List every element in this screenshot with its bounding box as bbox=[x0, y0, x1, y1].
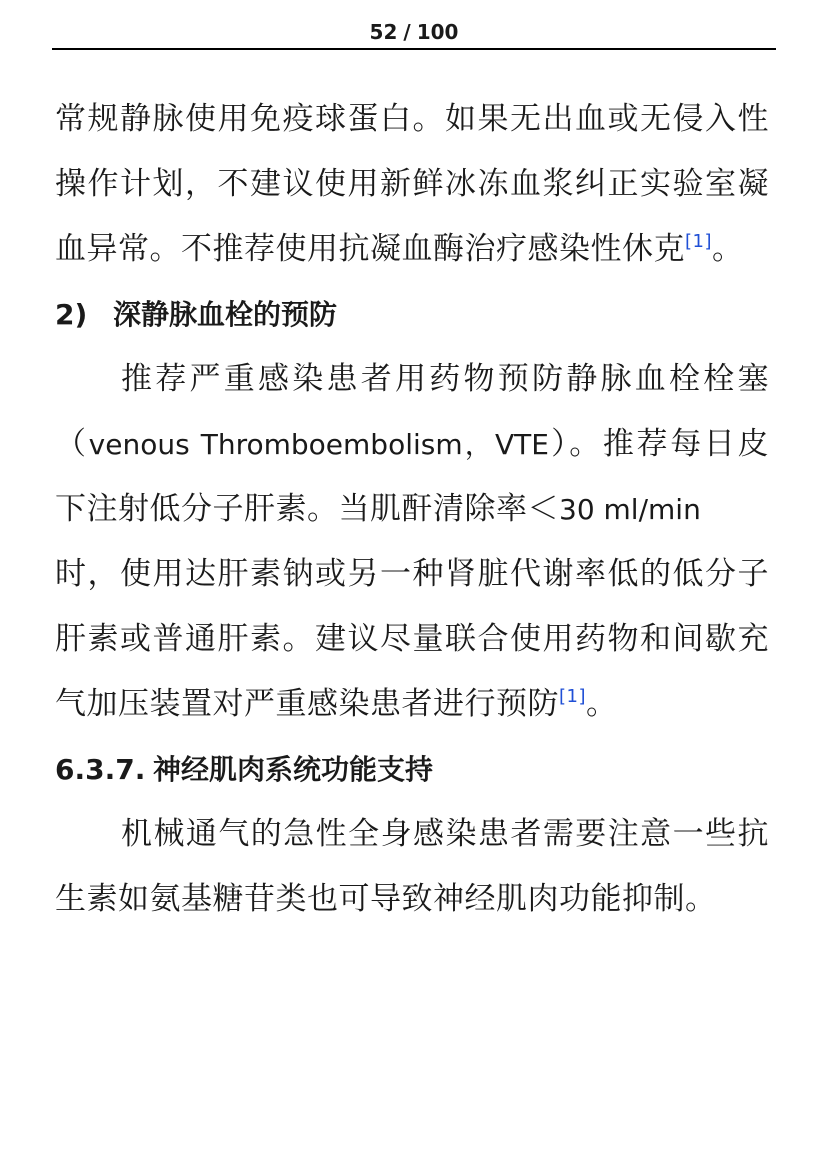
paragraph-neuromuscular bbox=[55, 802, 769, 932]
page-total: 100 bbox=[416, 20, 459, 44]
paragraph-text: 时，使用达肝素钠或另一种肾脏代谢率低的低分子肝素或普通肝素。建议尽量联合使用药物和间歇充气加压装置对严重感染患者进行预防 bbox=[55, 556, 769, 722]
paragraph-end: 。 bbox=[712, 231, 744, 267]
document-body bbox=[55, 87, 769, 932]
paragraph-latin-term: venous Thromboembolism，VTE bbox=[88, 428, 549, 461]
citation-link[interactable]: [1] bbox=[559, 686, 586, 707]
section-number: 2) bbox=[55, 298, 88, 331]
section-heading-dvt-prevention bbox=[55, 282, 769, 347]
paragraph-vte bbox=[55, 347, 769, 737]
page-separator: / bbox=[403, 20, 411, 44]
page-current: 52 bbox=[369, 20, 398, 44]
paragraph-latin-value: 30 ml/min bbox=[559, 493, 701, 526]
section-heading-neuromuscular bbox=[55, 737, 769, 802]
section-title: 深静脉血栓的预防 bbox=[113, 298, 338, 331]
citation-link[interactable]: [1] bbox=[685, 231, 712, 252]
paragraph-text: 机械通气的急性全身感染患者需要注意一些抗生素如氨基糖苷类也可导致神经肌肉功能抑制。 bbox=[55, 816, 769, 917]
section-title: 神经肌肉系统功能支持 bbox=[153, 753, 434, 786]
paragraph-text: 常规静脉使用免疫球蛋白。如果无出血或无侵入性操作计划，不建议使用新鲜冰冻血浆纠正实验室凝血异常。不推荐使用抗凝血酶治疗感染性休克 bbox=[55, 101, 769, 267]
paragraph-text: ）。推荐每日皮下注射低分子肝素。当肌酐清除率＜ bbox=[55, 426, 770, 527]
paragraph-continuation bbox=[55, 87, 769, 282]
section-number: 6.3.7. bbox=[55, 753, 146, 786]
page-header bbox=[52, 18, 776, 50]
paragraph-end: 。 bbox=[586, 686, 618, 722]
paragraph-text: 推荐严重感染患者用药物预防静脉血栓栓塞（ bbox=[55, 361, 769, 462]
